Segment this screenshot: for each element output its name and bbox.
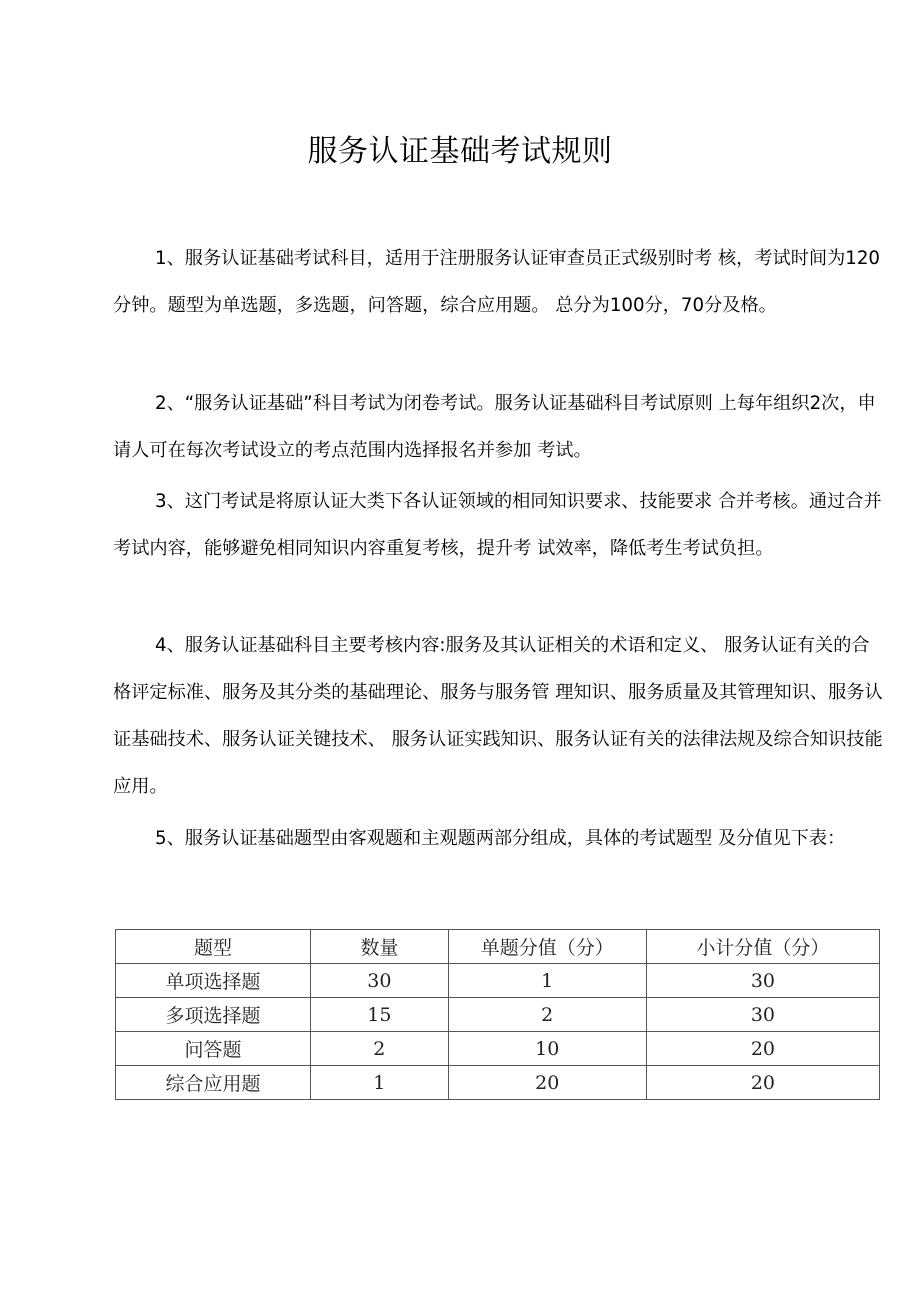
cell-question-type: 问答题 <box>116 1032 311 1066</box>
rule-paragraph-2: 2、“服务认证基础”科目考试为闭卷考试。服务认证基础科目考试原则 上每年组织2次，申请人可在每次考试设立的考点范围内选择报名并参加 考试。 <box>113 393 876 461</box>
rule-paragraph-5: 5、服务认证基础题型由客观题和主观题两部分组成，具体的考试题型 及分值见下表： <box>155 828 846 849</box>
header-unit-score: 单题分值（分） <box>448 930 646 964</box>
cell-subtotal-score: 30 <box>646 964 879 998</box>
cell-quantity: 30 <box>311 964 448 998</box>
cell-subtotal-score: 20 <box>646 1032 879 1066</box>
table-row <box>116 998 880 1032</box>
header-subtotal-score: 小计分值（分） <box>646 930 879 964</box>
cell-unit-score: 20 <box>448 1066 646 1100</box>
header-question-type: 题型 <box>116 930 311 964</box>
rule-paragraph-1: 1、服务认证基础考试科目，适用于注册服务认证审查员正式级别时考 核，考试时间为120分钟。题型为单选题，多选题，问答题，综合应用题。 总分为100分，70分及格。 <box>113 248 881 316</box>
table-row <box>116 964 880 998</box>
cell-unit-score: 10 <box>448 1032 646 1066</box>
cell-unit-score: 1 <box>448 964 646 998</box>
rule-paragraph-4: 4、服务认证基础科目主要考核内容:服务及其认证相关的术语和定义、 服务认证有关的合格评定标准、服务及其分类的基础理论、服务与服务管 理知识、服务质量及其管理知识、服务认证基础技术、服务认证关键技术、 服务认证实践知识、服务认证有关的法律法规及综合知识技能应用。 <box>113 635 883 797</box>
cell-question-type: 多项选择题 <box>116 998 311 1032</box>
cell-subtotal-score: 20 <box>646 1066 879 1100</box>
cell-question-type: 单项选择题 <box>116 964 311 998</box>
cell-quantity: 15 <box>311 998 448 1032</box>
table-row <box>116 1032 880 1066</box>
table-row <box>116 1066 880 1100</box>
rule-paragraph-3: 3、这门考试是将原认证大类下各认证领域的相同知识要求、技能要求 合并考核。通过合并考试内容，能够避免相同知识内容重复考核，提升考 试效率，降低考生考试负担。 <box>113 491 882 559</box>
cell-question-type: 综合应用题 <box>116 1066 311 1100</box>
cell-subtotal-score: 30 <box>646 998 879 1032</box>
table-header-row <box>116 930 880 964</box>
score-table <box>115 929 880 1100</box>
cell-quantity: 2 <box>311 1032 448 1066</box>
cell-quantity: 1 <box>311 1066 448 1100</box>
page-title: 服务认证基础考试规则 <box>307 134 613 169</box>
cell-unit-score: 2 <box>448 998 646 1032</box>
header-quantity: 数量 <box>311 930 448 964</box>
